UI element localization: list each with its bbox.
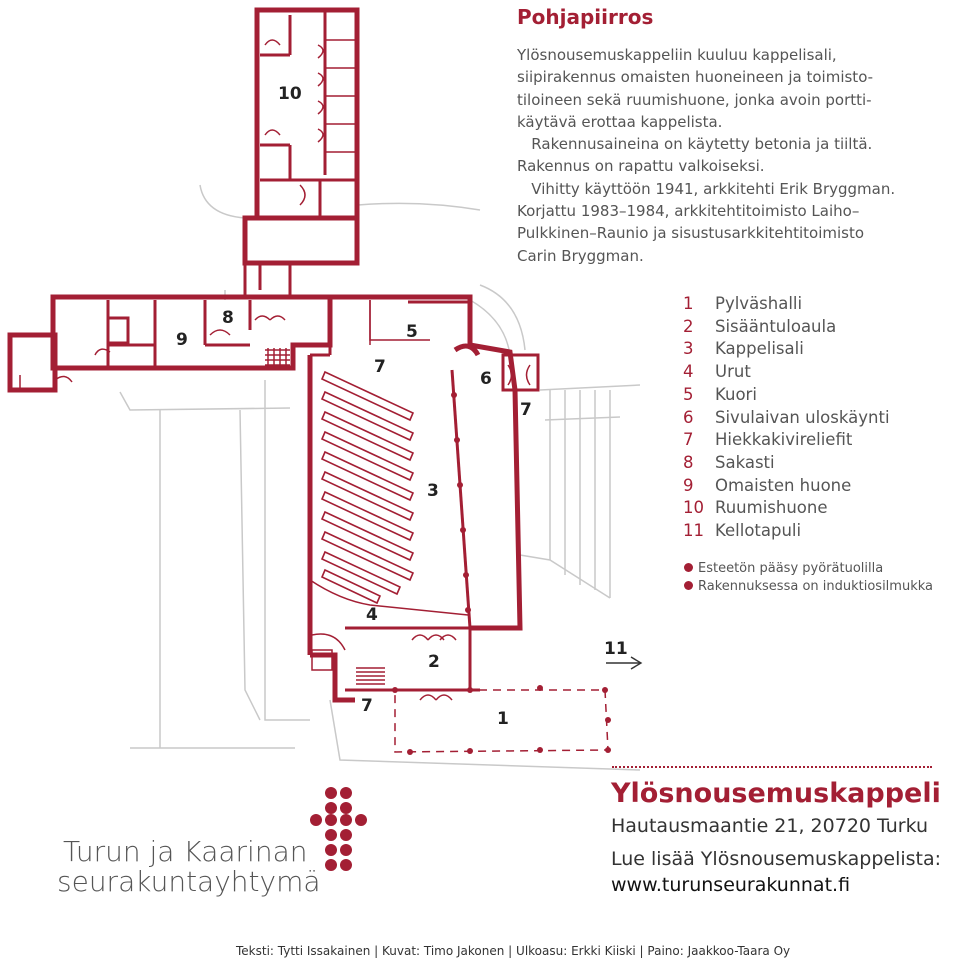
- legend: [683, 293, 890, 543]
- legend-number: 3: [683, 339, 694, 359]
- legend-label: Sakasti: [715, 452, 775, 472]
- legend-item: [683, 361, 890, 384]
- label-9: 9: [176, 330, 188, 350]
- more-info-text: Lue lisää Ylösnousemuskappelista:: [611, 848, 942, 870]
- morgue-wing: [245, 10, 357, 295]
- description-line: Carin Bryggman.: [517, 246, 644, 265]
- legend-number: 4: [683, 362, 694, 382]
- pews: [322, 372, 413, 603]
- description-line: käytävä erottaa kappelista.: [517, 112, 723, 131]
- org-name-line2: seurakuntayhtymä: [57, 865, 321, 898]
- accessibility-notes: [684, 560, 933, 596]
- label-4: 4: [366, 605, 378, 625]
- church-name: Ylösnousemuskappeli: [611, 778, 941, 809]
- label-1: 1: [497, 709, 509, 729]
- description: [517, 44, 957, 267]
- legend-label: Sivulaivan uloskäynti: [715, 407, 890, 427]
- description-line: Korjattu 1983–1984, arkkitehtitoimisto Laiho–: [517, 202, 860, 221]
- description-line: siipirakennus omaisten huoneineen ja toimisto-: [517, 68, 874, 87]
- chapel-hall: [310, 297, 538, 700]
- description-line: Rakennusaineina on käytetty betonia ja tiiltä.: [517, 135, 873, 154]
- legend-label: Kellotapuli: [715, 521, 802, 541]
- label-8: 8: [222, 308, 234, 328]
- legend-label: Hiekkakivireliefit: [715, 430, 853, 450]
- label-7a: 7: [374, 357, 386, 377]
- legend-label: Ruumishuone: [715, 498, 828, 518]
- note-induction-loop: [684, 578, 933, 596]
- label-5: 5: [406, 322, 418, 342]
- accessibility-dot-icon: [684, 563, 693, 572]
- label-10: 10: [278, 84, 302, 104]
- west-wing: [10, 297, 330, 390]
- credits: Teksti: Tytti Issakainen | Kuvat: Timo Jakonen | Ulkoasu: Erkki Kiiski | Paino: Jaakkoo-Taara Oy: [236, 944, 791, 958]
- website-link[interactable]: www.turunseurakunnat.fi: [611, 874, 851, 896]
- note-text: Rakennuksessa on induktiosilmukka: [698, 579, 933, 594]
- legend-item: [683, 407, 890, 430]
- org-name-line1: Turun ja Kaarinan: [63, 835, 308, 868]
- legend-number: 8: [683, 452, 694, 472]
- legend-number: 2: [683, 316, 694, 336]
- legend-label: Sisääntuloaula: [715, 316, 837, 336]
- note-wheelchair: [684, 560, 933, 578]
- description-line: Vihitty käyttöön 1941, arkkitehti Erik Bryggman.: [517, 179, 896, 198]
- legend-number: 9: [683, 475, 694, 495]
- label-7c: 7: [361, 696, 373, 716]
- legend-item: [683, 293, 890, 316]
- description-line: Pulkkinen–Raunio ja sisustusarkkitehtitoimisto: [517, 224, 865, 243]
- legend-item: [683, 520, 890, 543]
- label-2: 2: [428, 652, 440, 672]
- legend-number: 10: [683, 498, 704, 518]
- legend-number: 7: [683, 430, 694, 450]
- cross-logo-icon: [310, 787, 367, 871]
- legend-number: 11: [683, 521, 704, 541]
- address: Hautausmaantie 21, 20720 Turku: [611, 815, 929, 837]
- legend-label: Omaisten huone: [715, 475, 852, 495]
- legend-item: [683, 338, 890, 361]
- legend-item: [683, 316, 890, 339]
- legend-label: Pylväshalli: [715, 294, 803, 313]
- legend-item: [683, 384, 890, 407]
- legend-number: 5: [683, 384, 694, 404]
- label-3: 3: [427, 481, 439, 501]
- legend-label: Urut: [715, 362, 751, 382]
- dotted-divider: [612, 766, 932, 768]
- legend-label: Kuori: [715, 384, 757, 404]
- legend-number: 6: [683, 407, 694, 427]
- description-line: Ylösnousemuskappeliin kuuluu kappelisali,: [517, 46, 837, 64]
- legend-number: 1: [683, 294, 694, 313]
- legend-item: [683, 497, 890, 520]
- note-text: Esteetön pääsy pyörätuolilla: [698, 561, 884, 576]
- legend-item: [683, 452, 890, 475]
- label-7b: 7: [520, 400, 532, 420]
- legend-label: Kappelisali: [715, 339, 804, 359]
- description-line: Rakennus on rapattu valkoiseksi.: [517, 157, 765, 176]
- label-11: 11: [604, 639, 628, 659]
- legend-item: [683, 429, 890, 452]
- legend-item: [683, 475, 890, 498]
- page-title: Pohjapiirros: [517, 5, 654, 29]
- label-6: 6: [480, 369, 492, 389]
- description-line: tiloineen sekä ruumishuone, jonka avoin portti-: [517, 90, 872, 109]
- induction-loop-dot-icon: [684, 581, 693, 590]
